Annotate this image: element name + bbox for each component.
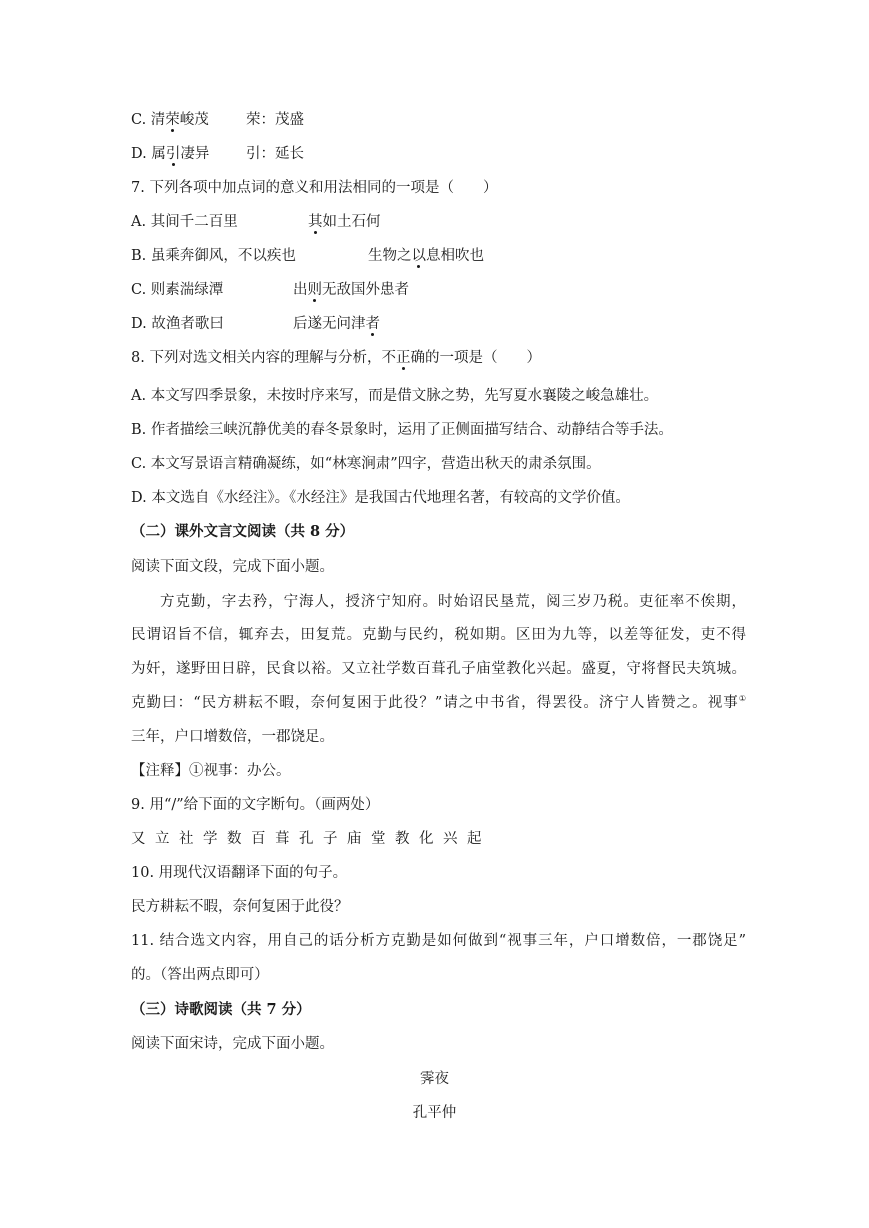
- emphasis-text: 不正确: [381, 350, 425, 366]
- emphasis-char: 者: [365, 316, 380, 332]
- q7-option-b: B. 虽乘奔御风，不以疾也 生物之以息相吹也: [131, 248, 484, 264]
- section2-heading: （二）课外文言文阅读（共 8 分）: [131, 523, 355, 540]
- q10-text: 民方耕耘不暇，奈何复困于此役？: [131, 899, 349, 915]
- emphasis-char: 其: [308, 214, 323, 230]
- q7-option-c: C. 则素湍绿潭 出则无敌国外患者: [131, 282, 409, 298]
- q8-option-b: B. 作者描绘三峡沉静优美的春冬景象时，运用了正侧面描写结合、动静结合等手法。: [131, 422, 673, 438]
- q6-option-d-note: 引：延长: [246, 146, 304, 162]
- q9-text: 又立社学数百葺孔子庙堂教化兴起: [131, 831, 491, 847]
- annotation-note: 【注释】①视事：办公。: [131, 763, 291, 779]
- q11-stem-line-1: 11. 结合选文内容，用自己的话分析方克勤是如何做到“视事三年，户口增数倍，一郡饶足”: [131, 933, 746, 949]
- q11-stem-line-2: 的。（答出两点即可）: [131, 967, 269, 983]
- emphasis-char: 荣: [165, 112, 180, 128]
- q7-option-a: A. 其间千二百里 其如土石何: [131, 214, 381, 230]
- q8-stem: 8. 下列对选文相关内容的理解与分析，不正确的一项是（ ）: [131, 350, 541, 366]
- q9-stem: 9. 用“/”给下面的文字断句。（画两处）: [131, 797, 380, 813]
- emphasis-char: 则: [307, 282, 322, 298]
- q6-option-c: C. 清荣峻茂 荣：茂盛: [131, 112, 304, 128]
- q8-option-d: D. 本文选自《水经注》。《水经注》是我国古代地理名著，有较高的文学价值。: [131, 490, 630, 506]
- passage-line-1: 方克勤，字去矜，宁海人，授济宁知府。时始诏民垦荒，阅三岁乃税。吏征率不俟期，: [160, 594, 746, 610]
- q8-option-c: C. 本文写景语言精确凝练，如“林寒涧肃”四字，营造出秋天的肃杀氛围。: [131, 456, 601, 472]
- passage-line-5: 三年，户口增数倍，一郡饶足。: [131, 729, 334, 745]
- q6-option-c-note: 荣：茂盛: [246, 112, 304, 128]
- passage-line-3: 为奸，遂野田日辟，民食以裕。又立社学数百葺孔子庙堂教化兴起。盛夏，守将督民夫筑城。: [131, 661, 746, 677]
- poem-author: 孔平仲: [412, 1105, 457, 1121]
- section3-heading: （三）诗歌阅读（共 7 分）: [131, 1001, 311, 1018]
- q10-stem: 10. 用现代汉语翻译下面的句子。: [131, 865, 348, 881]
- section2-instruction: 阅读下面文段，完成下面小题。: [131, 559, 334, 575]
- emphasis-char: 引: [165, 146, 181, 162]
- emphasis-char: 以: [411, 248, 426, 264]
- passage-line-4: 克勤曰：“民方耕耘不暇，奈何复困于此役？”请之中书省，得罢役。济宁人皆赞之。视事①: [131, 694, 746, 711]
- poem-title: 霁夜: [420, 1071, 449, 1087]
- q7-stem: 7. 下列各项中加点词的意义和用法相同的一项是（ ）: [131, 180, 498, 196]
- passage-line-2: 民谓诏旨不信，辄弃去，田复荒。克勤与民约，税如期。区田为九等，以差等征发，吏不得: [131, 627, 746, 643]
- q7-option-d: D. 故渔者歌曰 后遂无问津者: [131, 316, 380, 332]
- q8-option-a: A. 本文写四季景象，未按时序来写，而是借文脉之势，先写夏水襄陵之峻急雄壮。: [131, 388, 659, 404]
- section3-instruction: 阅读下面宋诗，完成下面小题。: [131, 1036, 334, 1052]
- footnote-marker: ①: [738, 694, 746, 704]
- q6-option-d: D. 属引凄异 引：延长: [131, 146, 304, 162]
